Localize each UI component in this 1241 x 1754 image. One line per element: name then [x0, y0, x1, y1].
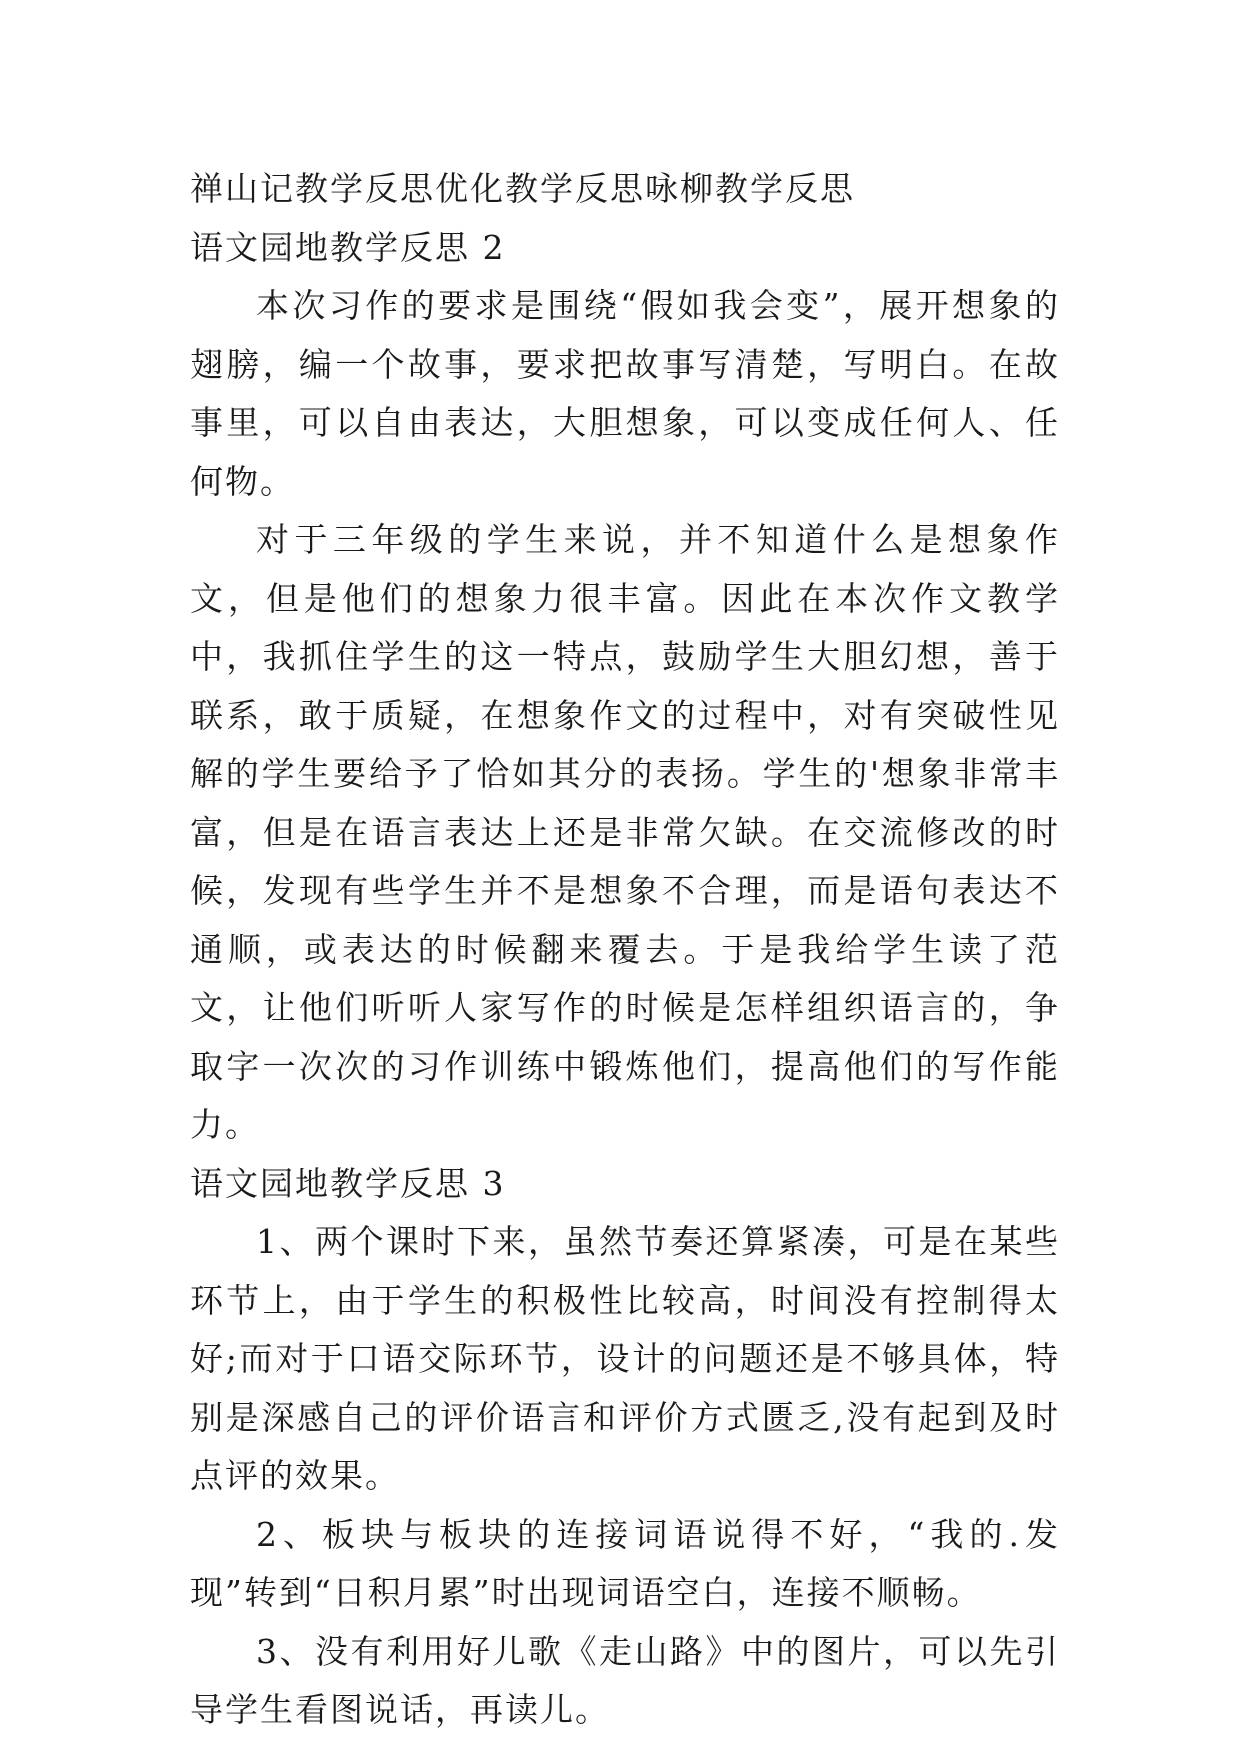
section-heading: 语文园地教学反思 3	[190, 1163, 506, 1203]
header-line: 禅山记教学反思优化教学反思咏柳教学反思	[190, 169, 855, 208]
paragraph: 2、板块与板块的连接词语说得不好，“我的.发现”转到“日积月累”时出现词语空白，连接不顺畅。	[190, 1514, 1060, 1612]
document-page	[190, 160, 1060, 1740]
paragraph: 1、两个课时下来，虽然节奏还算紧凑，可是在某些环节上，由于学生的积极性比较高，时间没有控制得太好;而对于口语交际环节，设计的问题还是不够具体，特别是深感自己的评价语言和评价方式匮乏,没有起到及时点评的效果。	[190, 1222, 1060, 1495]
section-heading: 语文园地教学反思 2	[190, 227, 506, 267]
paragraph: 3、没有利用好儿歌《走山路》中的图片，可以先引导学生看图说话，再读儿。	[190, 1631, 1060, 1729]
paragraph: 对于三年级的学生来说，并不知道什么是想象作文，但是他们的想象力很丰富。因此在本次作文教学中，我抓住学生的这一特点，鼓励学生大胆幻想，善于联系，敢于质疑，在想象作文的过程中，对有突破性见解的学生要给予了恰如其分的表扬。学生的'想象非常丰富，但是在语言表达上还是非常欠缺。在交流修改的时候，发现有些学生并不是想象不合理，而是语句表达不通顺，或表达的时候翻来覆去。于是我给学生读了范文，让他们听听人家写作的时候是怎样组织语言的，争取字一次次的习作训练中锻炼他们，提高他们的写作能力。	[190, 520, 1060, 1144]
paragraph: 本次习作的要求是围绕“假如我会变”，展开想象的翅膀，编一个故事，要求把故事写清楚，写明白。在故事里，可以自由表达，大胆想象，可以变成任何人、任何物。	[190, 286, 1060, 501]
